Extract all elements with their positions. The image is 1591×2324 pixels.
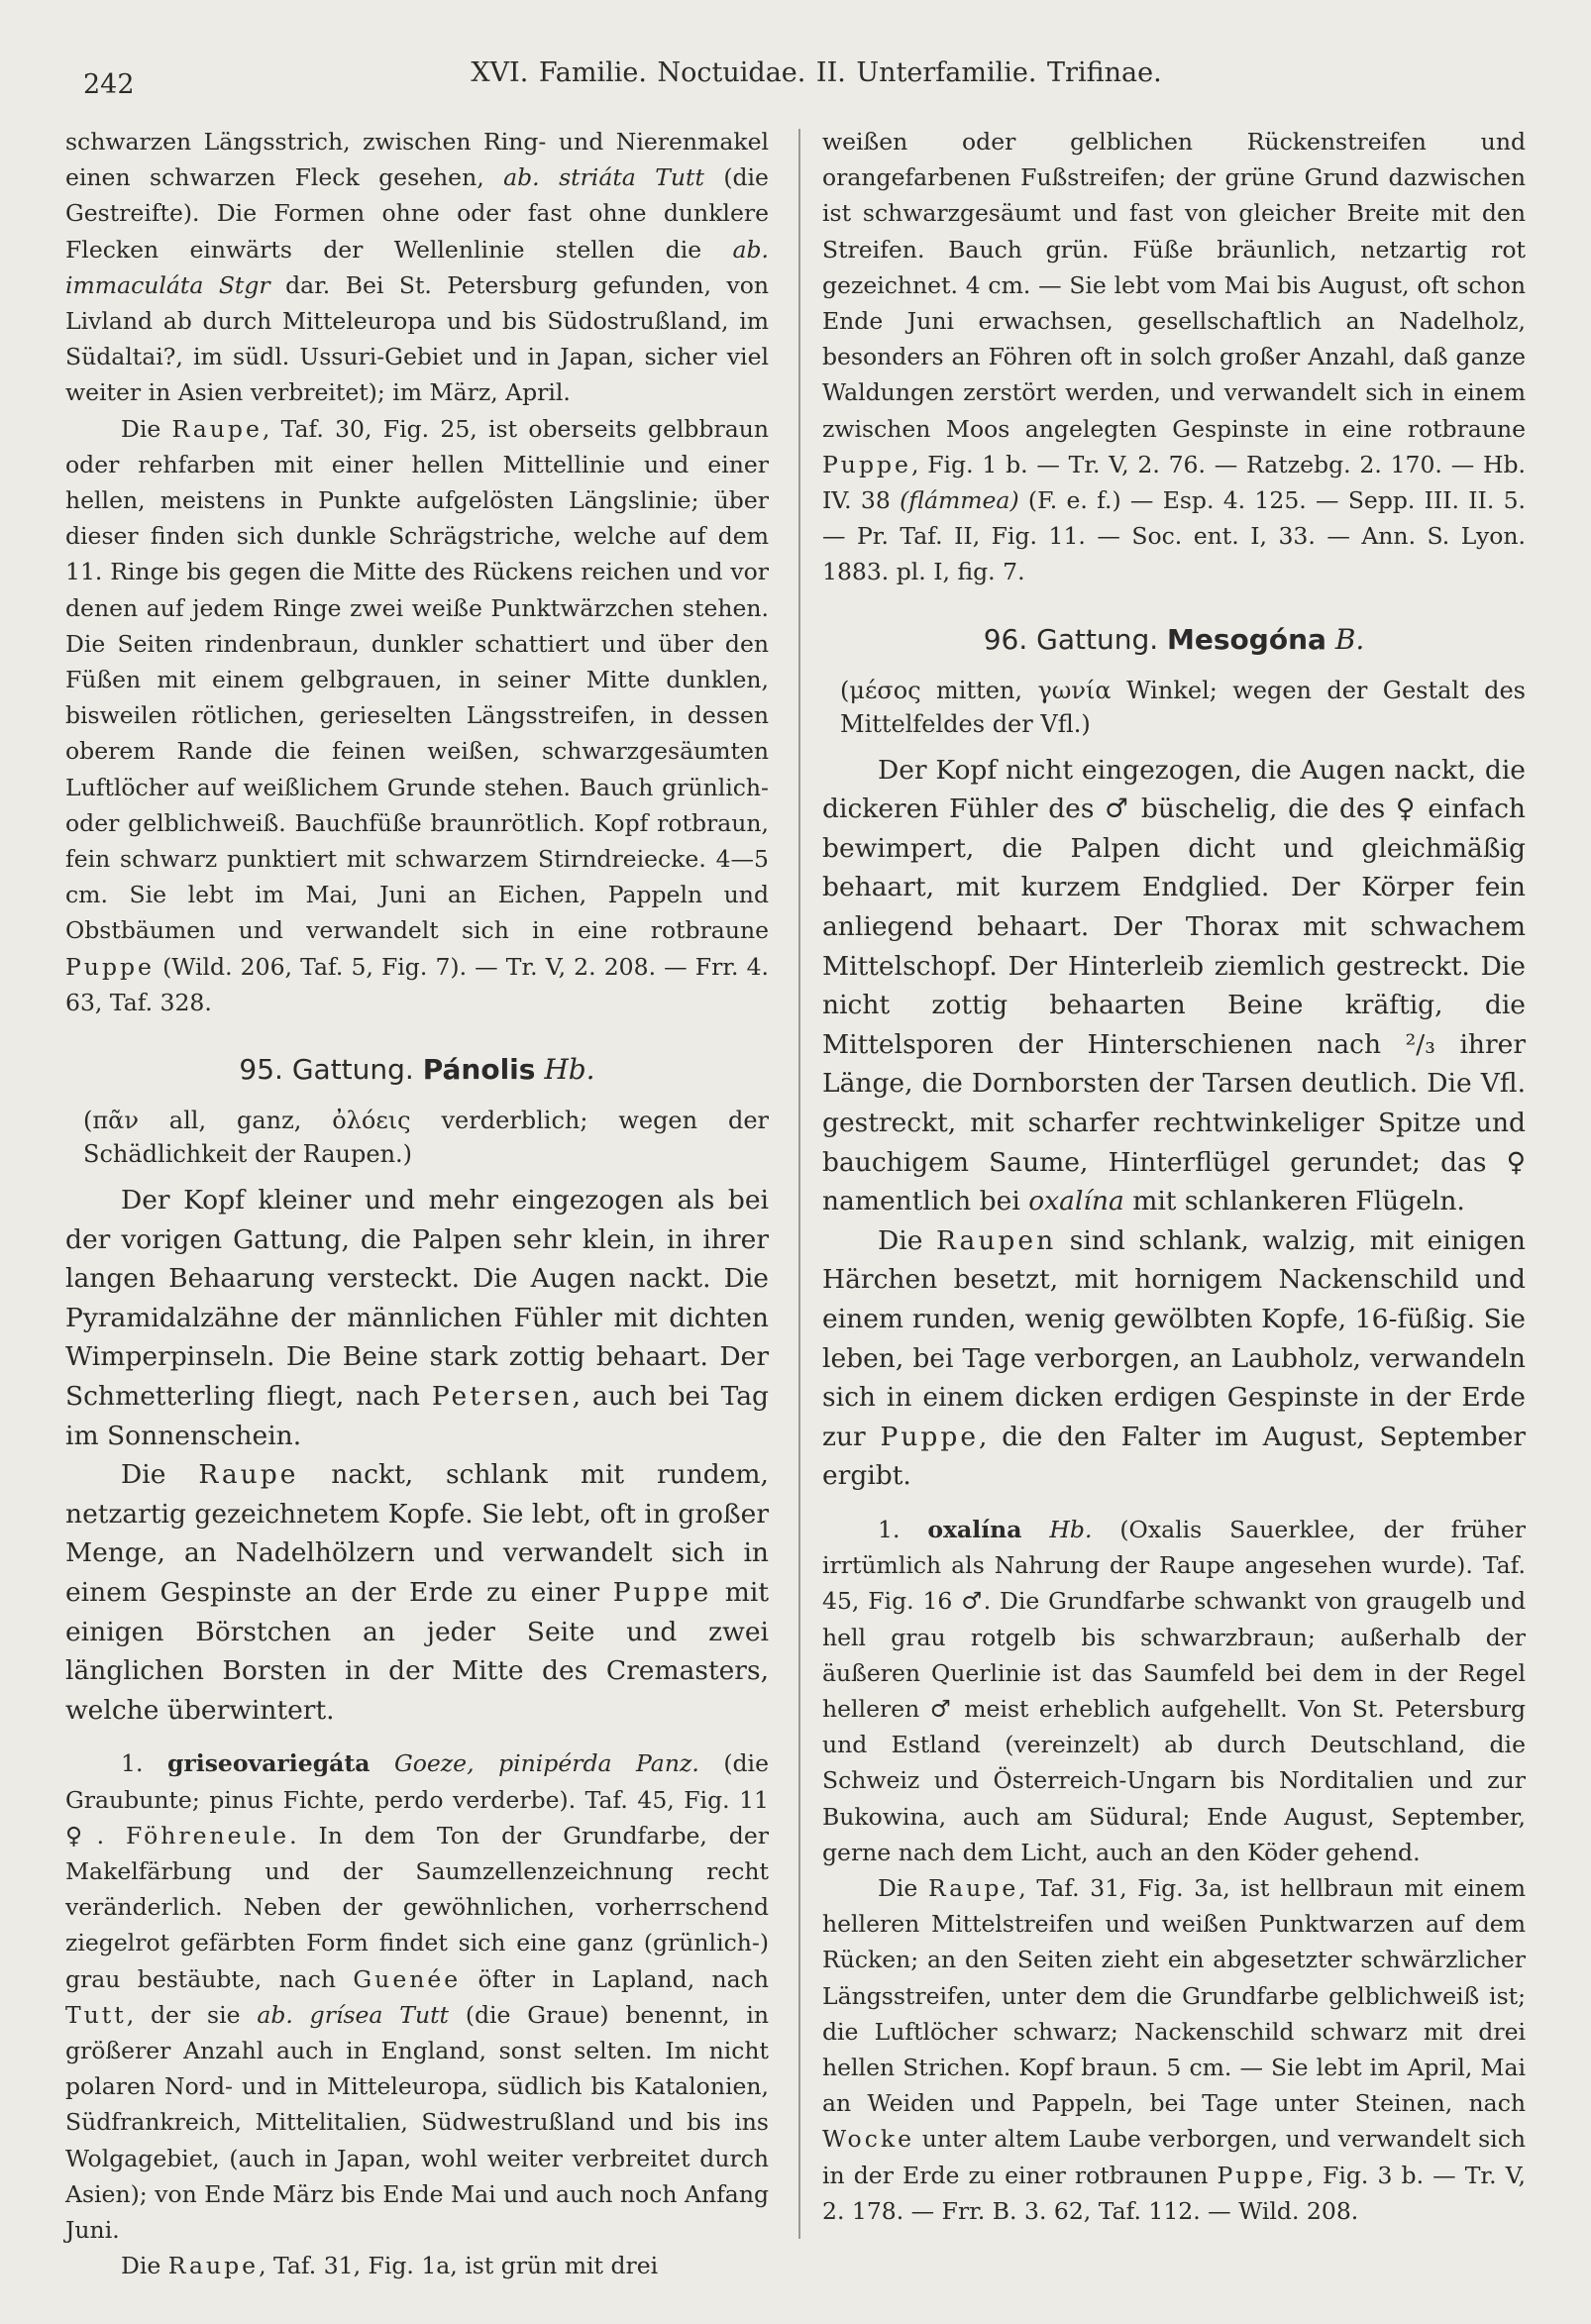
paragraph: Die Raupe, Taf. 31, Fig. 3a, ist hellbraun mit einem helleren Mittelstreifen und weißen Punktwarzen auf dem Rücken; an den Seiten zieht ein abgesetzter schwärzlicher Längsstreifen, unter dem die Grundfarbe gelblichweiß ist; die Luftlöcher schwarz; Nackenschild schwarz mit drei hellen Strichen. Kopf braun. 5 cm. — Sie lebt im April, Mai an Weiden und Pappeln, bei Tage unter Steinen, nach Wocke unter altem Laube verborgen, und verwandelt sich in der Erde zu einer rotbraunen Puppe, Fig. 3 b. — Tr. V, 2. 178. — Frr. B. 3. 62, Taf. 112. — Wild. 208. — [822, 1873, 1526, 2225]
etymology: (πᾶν all, ganz, ὀλόεις verderblich; wegen der Schädlichkeit der Raupen.) — [83, 1107, 769, 1169]
etymology: (μέσος mitten, γωνία Winkel; wegen der Gestalt des Mittelfeldes der Vfl.) — [840, 676, 1526, 738]
genus-name: Mesogóna — [1167, 622, 1326, 656]
paragraph: schwarzen Längsstrich, zwischen Ring- und Nierenmakel einen schwarzen Fleck gesehen, ab. striáta Tutt (die Gestreifte). Die Formen ohne oder fast ohne dunklere Flecken einwärts der Wellenlinie stellen die ab. immaculáta Stgr dar. Bei St. Petersburg gefunden, von Livland ab durch Mitteleuropa und bis Südostrußland, im Südaltai?, im südl. Ussuri-Gebiet und in Japan, sicher viel weiter in Asien verbreitet); im März, April. — [65, 128, 769, 407]
running-title: XVI. Familie. Noctuidae. II. Unterfamilie. Trifinae. — [471, 57, 1162, 88]
species-author: Goeze, pinipérda Panz. — [393, 1749, 699, 1778]
genus-heading: 95. Gattung. Pánolis Hb. — [239, 1053, 595, 1087]
paragraph: Die Raupe, Taf. 31, Fig. 1a, ist grün mit drei — [121, 2252, 659, 2280]
column-divider — [798, 129, 800, 2239]
aberration-name: ab. grísea Tutt — [257, 2000, 449, 2029]
page-number: 242 — [83, 69, 135, 100]
genus-author: Hb. — [544, 1053, 595, 1087]
common-name: Föhreneule — [126, 1821, 290, 1849]
aberration-name: ab. immaculáta Stgr — [65, 235, 769, 299]
left-column — [65, 124, 769, 2283]
right-column — [822, 124, 1526, 2229]
paragraph: Die Raupe, Taf. 30, Fig. 25, ist oberseits gelbbraun oder rehfarben mit einer hellen Mittellinie und einer hellen, meistens in Punkte aufgelösten Längslinie; über dieser finden sich dunkle Schrägstriche, welche auf dem 11. Ringe bis gegen die Mitte des Rückens reichen und vor denen auf jedem Ringe zwei weiße Punktwärzchen stehen. Die Seiten rindenbraun, dunkler schattiert und über den Füßen mit einem gelbgrauen, in seiner Mitte dunklen, bisweilen rötlichen, gerieselten Längsstreifen, in dessen oberem Rande die feinen weißen, schwarzgesäumten Luftlöcher auf weißlichem Grunde stehen. Bauch grünlich- oder gelblichweiß. Bauchfüße braunrötlich. Kopf rotbraun, fein schwarz punktiert mit schwarzem Stirndreiecke. 4—5 cm. Sie lebt im Mai, Juni an Eichen, Pappeln und Obstbäumen und verwandelt sich in eine rotbraune Puppe (Wild. 206, Taf. 5, Fig. 7). — Tr. V, 2. 208. — Frr. 4. 63, Taf. 328. — [65, 414, 769, 1016]
paragraph: weißen oder gelblichen Rückenstreifen und orangefarbenen Fußstreifen; der grüne Grund dazwischen ist schwarzgesäumt und fast von gleicher Breite mit den Streifen. Bauch grün. Füße bräunlich, netzartig rot gezeichnet. 4 cm. — Sie lebt vom Mai bis August, oft schon Ende Juni erwachsen, gesellschaftlich an Nadelholz, besonders an Föhren oft in solch großer Anzahl, daß ganze Waldungen zerstört werden, und verwandelt sich in einem zwischen Moos angelegten Gespinste in eine rotbraune Puppe, Fig. 1 b. — Tr. V, 2. 76. — Ratzebg. 2. 170. — Hb. IV. 38 (flámmea) (F. e. f.) — Esp. 4. 125. — Sepp. III. II. 5. — Pr. Taf. II, Fig. 11. — Soc. ent. I, 33. — Ann. S. Lyon. 1883. pl. I, fig. 7. — [822, 128, 1526, 586]
paragraph: Die Raupe nackt, schlank mit rundem, netzartig gezeichnetem Kopfe. Sie lebt, oft in großer Menge, an Nadelhölzern und verwandelt sich in einem Gespinste an der Erde zu einer Puppe mit einigen Börstchen an jeder Seite und zwei länglichen Borsten in der Mitte des Cremasters, welche überwintert. — [65, 1459, 769, 1726]
species-entry: 1. oxalína Hb. (Oxalis Sauerklee, der früher irrtümlich als Nahrung der Raupe angesehen wurde). Taf. 45, Fig. 16 ♂. Die Grundfarbe schwankt von graugelb und hell grau rotgelb bis schwarzbraun; außerhalb der äußeren Querlinie ist das Saumfeld bei dem in der Regel helleren ♂ meist erheblich aufgehellt. Von St. Petersburg und Estland (vereinzelt) ab durch Deutschland, die Schweiz und Österreich-Ungarn bis Norditalien und zur Bukowina, auch am Südural; Ende August, September, gerne nach dem Licht, auch an den Köder gehend. — [822, 1515, 1526, 1866]
genus-author: B. — [1334, 622, 1365, 656]
species-name: oxalína — [927, 1515, 1022, 1543]
page-header — [83, 57, 1549, 100]
paragraph: Der Kopf nicht eingezogen, die Augen nackt, die dickeren Fühler des ♂ büschelig, die des ♀ einfach bewimpert, die Palpen dicht und gleichmäßig behaart, mit kurzem Endglied. Der Körper fein anliegend behaart. Der Thorax mit schwachem Mittelschopf. Der Hinterleib ziemlich gestreckt. Die nicht zottig behaarten Beine kräftig, die Mittelsporen der Hinterschienen nach ²/₃ ihrer Länge, die Dornborsten der Tarsen deutlich. Die Vfl. gestreckt, mit scharfer rechtwinkeliger Spitze und bauchigem Saume, Hinterflügel gerundet; das ♀ namentlich bei oxalína mit schlankeren Flügeln. — [822, 754, 1526, 1217]
paragraph: Der Kopf kleiner und mehr eingezogen als bei der vorigen Gattung, die Palpen sehr klein, in ihrer langen Behaarung versteckt. Die Augen nackt. Die Pyramidalzähne der männlichen Fühler mit dichten Wimperpinseln. Die Beine stark zottig behaart. Der Schmetterling fliegt, nach Petersen, auch bei Tag im Sonnenschein. — [65, 1185, 769, 1451]
species-name: griseovariegáta — [166, 1749, 371, 1778]
species-entry: 1. griseovariegáta Goeze, pinipérda Panz. (die Graubunte; pinus Fichte, perdo verderbe). Taf. 45, Fig. 11 ♀. Föhreneule. In dem Ton der Grundfarbe, der Makelfärbung und der Saumzellenzeichnung recht veränderlich. Neben der gewöhnlichen, vorherrschend ziegelrot gefärbten Form findet sich eine ganz (grünlich-) grau bestäubte, nach Guenée öfter in Lapland, nach Tutt, der sie ab. grísea Tutt (die Graue) benennt, in größerer Anzahl auch in England, sonst selten. Im nicht polaren Nord- und in Mitteleuropa, südlich bis Katalonien, Südfrankreich, Mittelitalien, Südwestrußland und bis ins Wolgagebiet, (auch in Japan, wohl weiter verbreitet durch Asien); von Ende März bis Ende Mai und auch noch Anfang Juni. — [65, 1749, 769, 2245]
genus-name: Pánolis — [422, 1053, 536, 1087]
aberration-name: ab. striáta Tutt — [503, 163, 704, 192]
paragraph: Die Raupen sind schlank, walzig, mit einigen Härchen besetzt, mit hornigem Nackenschild und einem runden, wenig gewölbten Kopfe, 16-füßig. Sie leben, bei Tage verborgen, an Laubholz, verwandeln sich in einem dicken erdigen Gespinste in der Erde zur Puppe, die den Falter im August, September ergibt. — [822, 1224, 1526, 1492]
species-author: Hb. — [1049, 1515, 1093, 1543]
genus-heading: 96. Gattung. Mesogóna B. — [983, 622, 1365, 656]
